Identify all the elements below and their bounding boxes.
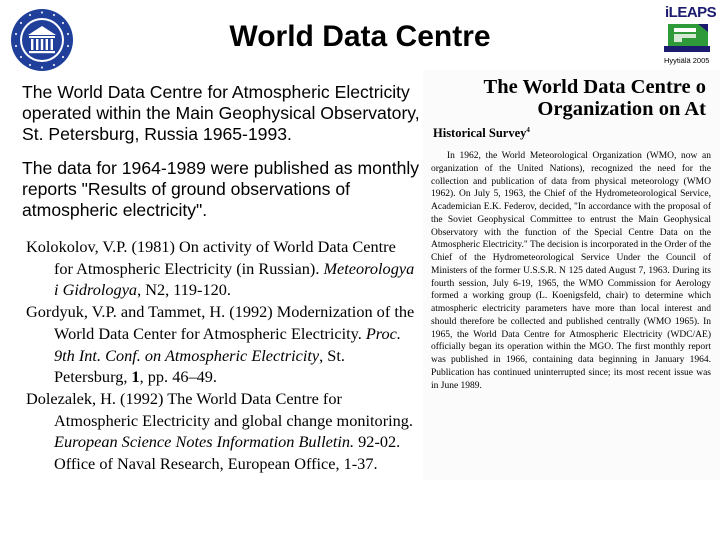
reference-item: Kolokolov, V.P. (1981) On activity of World Data Centre for Atmospheric Electricity (in Russian). Meteorologya i Gidrologya, N2, 119-120. — [26, 237, 415, 300]
references-list — [26, 236, 418, 475]
location-caption: Hyytiälä 2005 — [664, 56, 710, 65]
scan-body-text: In 1962, the World Meteorological Organization (WMO, now an organization of the United Nations), recognized the need for the collection and publication of data from physical meteorology (WMO 1962). On July 5, 1963, the Chief of the Hydrometeorological Service, Academician E.K. Federov, decided, "In accordance with the proposal of the Soviet Geophysical Committee to entrust the Main Geophysical Observatory with the function of the Special Centre Data on the Atmospheric Electricity." The decision is incorporated in the Order of the Chief of the Hydrometeorological Service Under the Council of Ministers of the former U.S.S.R. N 125 dated August 7, 1963. During its fourth session, July 6-19, 1965, the WMO Commission for Aerology formed a working group (L. Koenigsfeld, chair) to determine which atmospheric electricity parameters have more than local interest and should therefore be collected and published centrally (WMO 1965). In 1965, the World Data Centre for Atmospheric Electricity (WDC/AE) officially began its operation within the MGO. The first monthly report was published in 1966, containing data beginning in January 1964. Publication has continued uninterrupted since; its most recent issue was in June 1989. — [431, 151, 711, 391]
page-title: World Data Centre — [229, 20, 491, 53]
university-seal-logo — [10, 8, 74, 72]
reference-item: Gordyuk, V.P. and Tammet, H. (1992) Modernization of the World Data Center for Atmospheric Electricity. Proc. 9th Int. Conf. on Atmospheric Electricity, St. Petersburg, 1, pp. 46–49. — [26, 302, 415, 387]
scan-subheading: Historical Survey$^4$ — [433, 126, 530, 141]
data-paragraph: The data for 1964-1989 were published as monthly reports "Results of ground observations of atmospheric electricity". — [22, 158, 420, 220]
ileaps-logo-text: iLEAPS — [665, 4, 717, 21]
intro-paragraph: The World Data Centre for Atmospheric Electricity operated within the Main Geophysical Observatory, St. Petersburg, Russia 1965-1993. — [22, 82, 420, 144]
scanned-article-image — [423, 70, 720, 480]
scan-title: The World Data Centre o Organization on At — [483, 76, 706, 120]
reference-item: Dolezalek, H. (1992) The World Data Centre for Atmospheric Electricity and global change monitoring. European Science Notes Information Bulletin. 92-02. Office of Naval Research, European Office, 1-37. — [26, 388, 413, 474]
